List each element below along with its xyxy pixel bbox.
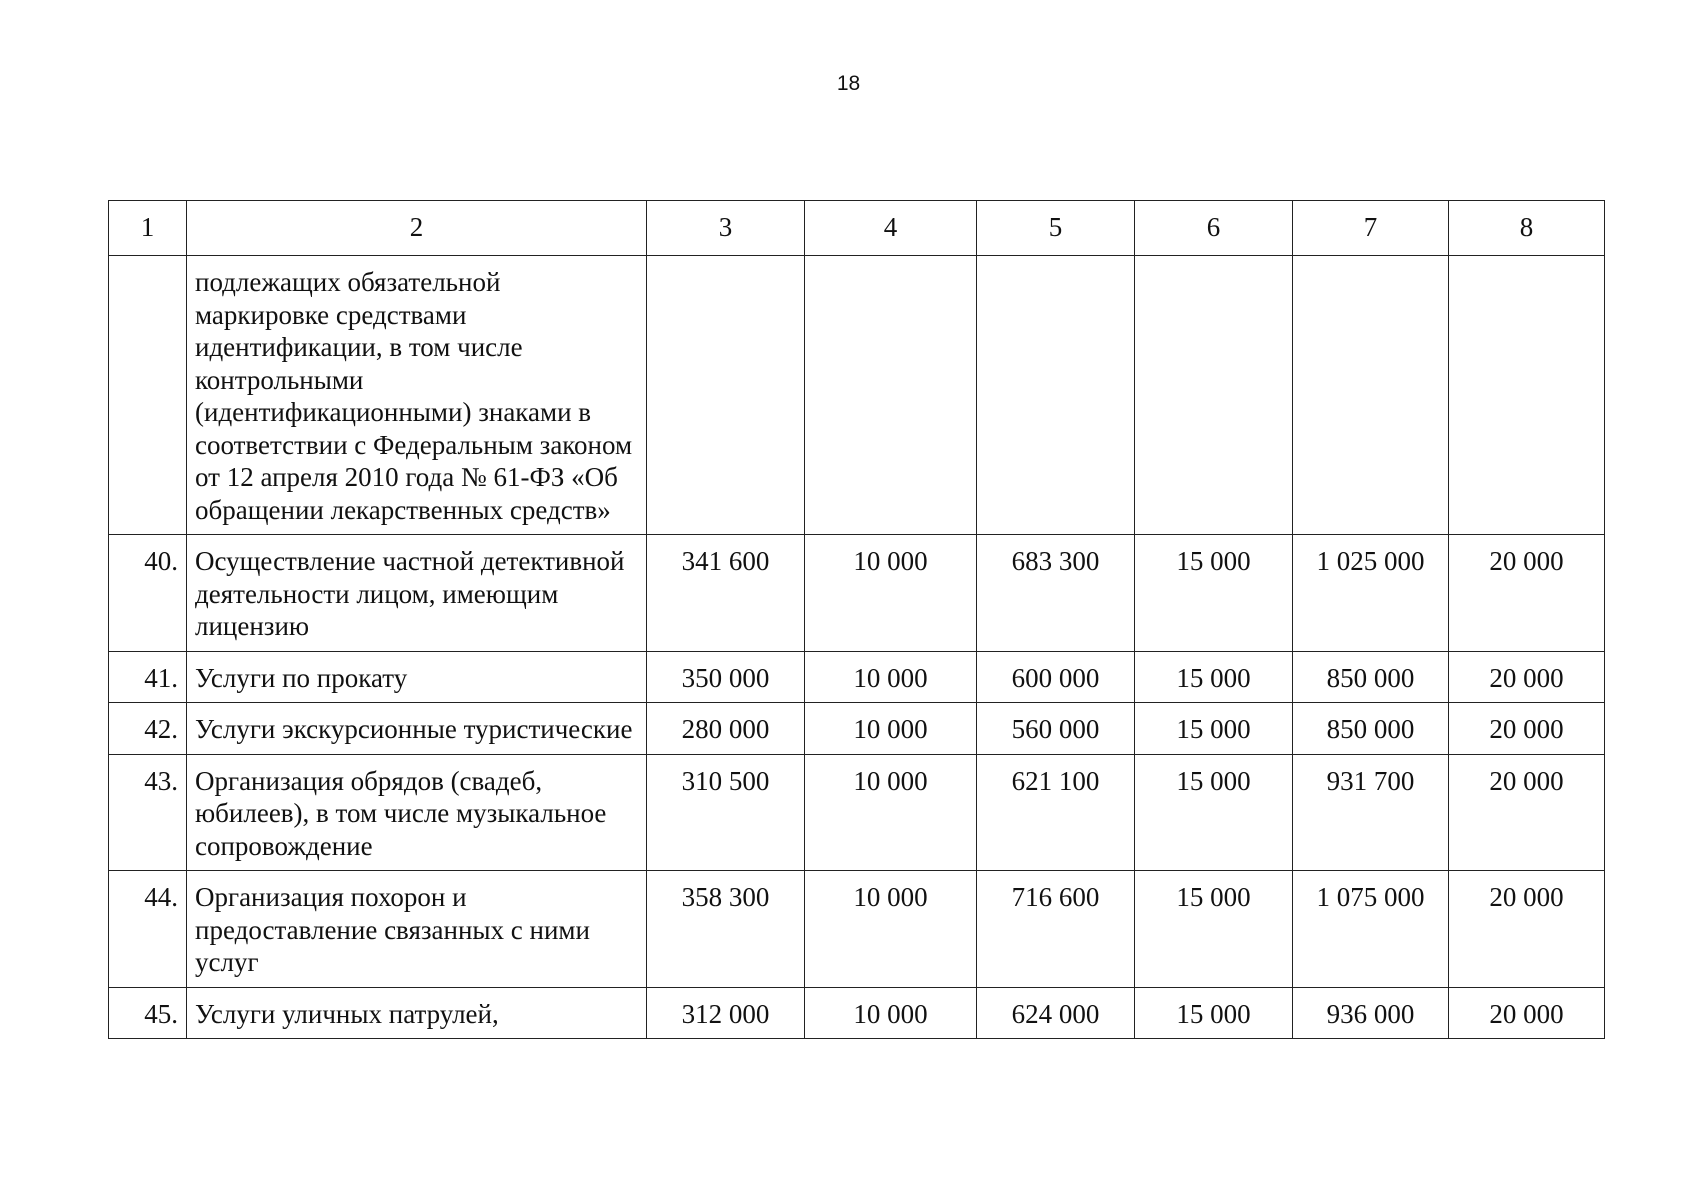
column-number-row <box>109 201 1605 256</box>
value-cell: 850 000 <box>1293 651 1449 703</box>
table-row <box>109 871 1605 988</box>
value-cell <box>977 256 1135 535</box>
tariff-table <box>108 200 1605 1039</box>
value-cell: 312 000 <box>647 987 805 1039</box>
value-cell: 624 000 <box>977 987 1135 1039</box>
value-cell: 20 000 <box>1449 651 1605 703</box>
row-description: Услуги экскурсионные туристические <box>187 703 647 755</box>
value-cell: 358 300 <box>647 871 805 988</box>
row-description: Организация похорон и предоставление связанных с ними услуг <box>187 871 647 988</box>
table-row <box>109 535 1605 652</box>
value-cell: 15 000 <box>1135 535 1293 652</box>
value-cell: 10 000 <box>805 871 977 988</box>
value-cell: 15 000 <box>1135 871 1293 988</box>
table-row <box>109 987 1605 1039</box>
value-cell <box>1449 256 1605 535</box>
value-cell: 10 000 <box>805 535 977 652</box>
page-number: 18 <box>836 72 861 95</box>
value-cell: 341 600 <box>647 535 805 652</box>
value-cell: 716 600 <box>977 871 1135 988</box>
row-description: подлежащих обязательной маркировке средствами идентификации, в том числе контрольными (идентификационными) знаками в соответствии с Федеральным законом от 12 апреля 2010 года № 61-ФЗ «Об обращении лекарственных средств» <box>187 256 647 535</box>
row-description: Организация обрядов (свадеб, юбилеев), в том числе музыкальное сопровождение <box>187 754 647 871</box>
column-header: 6 <box>1135 201 1293 256</box>
value-cell: 310 500 <box>647 754 805 871</box>
value-cell: 10 000 <box>805 754 977 871</box>
value-cell: 350 000 <box>647 651 805 703</box>
row-number: 42. <box>109 703 187 755</box>
table-row <box>109 703 1605 755</box>
column-header: 3 <box>647 201 805 256</box>
value-cell: 20 000 <box>1449 535 1605 652</box>
row-number: 44. <box>109 871 187 988</box>
row-number: 41. <box>109 651 187 703</box>
value-cell: 10 000 <box>805 703 977 755</box>
value-cell: 850 000 <box>1293 703 1449 755</box>
row-number: 40. <box>109 535 187 652</box>
value-cell: 15 000 <box>1135 703 1293 755</box>
value-cell: 20 000 <box>1449 703 1605 755</box>
row-description: Услуги уличных патрулей, <box>187 987 647 1039</box>
value-cell: 683 300 <box>977 535 1135 652</box>
value-cell: 20 000 <box>1449 987 1605 1039</box>
column-header: 1 <box>109 201 187 256</box>
value-cell: 15 000 <box>1135 651 1293 703</box>
value-cell: 1 025 000 <box>1293 535 1449 652</box>
row-number <box>109 256 187 535</box>
value-cell <box>1135 256 1293 535</box>
value-cell: 560 000 <box>977 703 1135 755</box>
table-row <box>109 651 1605 703</box>
value-cell: 20 000 <box>1449 871 1605 988</box>
value-cell: 10 000 <box>805 987 977 1039</box>
table-row <box>109 754 1605 871</box>
value-cell: 280 000 <box>647 703 805 755</box>
value-cell: 621 100 <box>977 754 1135 871</box>
value-cell: 1 075 000 <box>1293 871 1449 988</box>
column-header: 5 <box>977 201 1135 256</box>
value-cell: 600 000 <box>977 651 1135 703</box>
column-header: 2 <box>187 201 647 256</box>
value-cell: 931 700 <box>1293 754 1449 871</box>
column-header: 4 <box>805 201 977 256</box>
column-header: 7 <box>1293 201 1449 256</box>
column-header: 8 <box>1449 201 1605 256</box>
value-cell <box>805 256 977 535</box>
row-number: 45. <box>109 987 187 1039</box>
value-cell: 15 000 <box>1135 987 1293 1039</box>
row-description: Услуги по прокату <box>187 651 647 703</box>
row-description: Осуществление частной детективной деятельности лицом, имеющим лицензию <box>187 535 647 652</box>
value-cell: 15 000 <box>1135 754 1293 871</box>
value-cell: 936 000 <box>1293 987 1449 1039</box>
value-cell: 20 000 <box>1449 754 1605 871</box>
value-cell <box>647 256 805 535</box>
table-row-continuation <box>109 256 1605 535</box>
row-number: 43. <box>109 754 187 871</box>
value-cell <box>1293 256 1449 535</box>
value-cell: 10 000 <box>805 651 977 703</box>
